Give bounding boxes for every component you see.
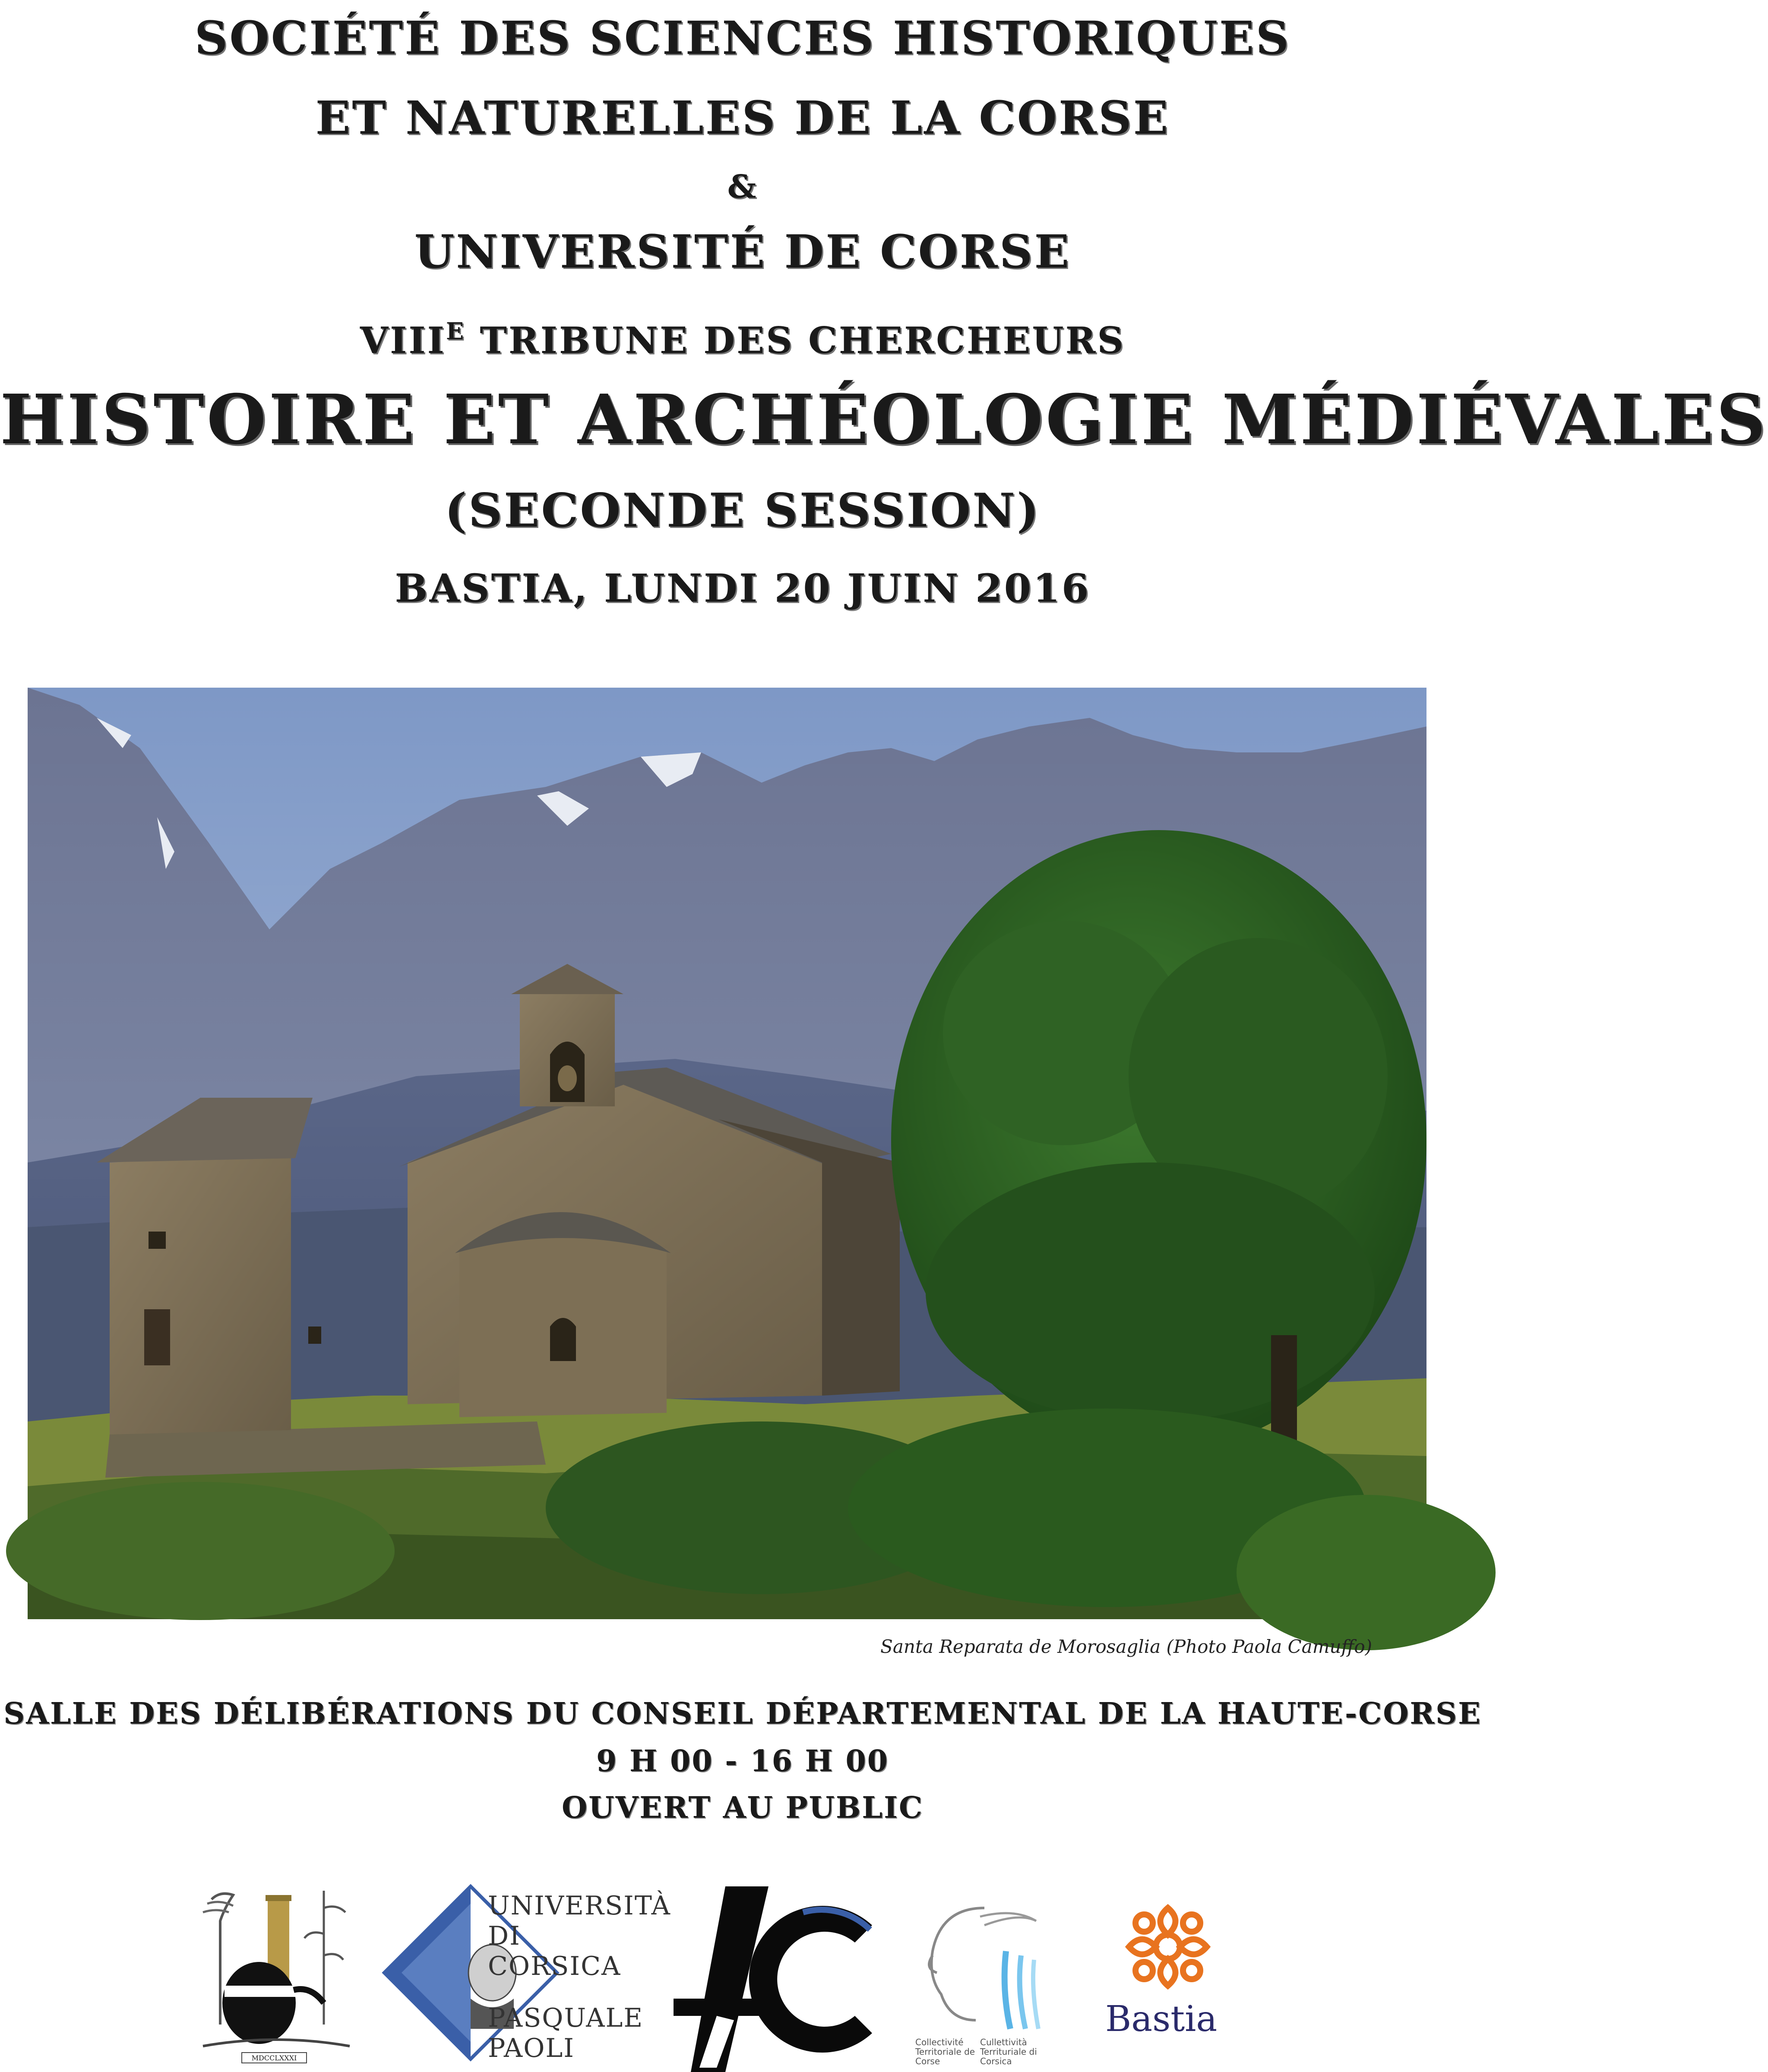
ctc-fr-line1: Collectivité: [915, 2037, 964, 2047]
session-subtitle: (SECONDE SESSION): [444, 483, 1041, 538]
header-line-1: SOCIÉTÉ DES SCIENCES HISTORIQUES: [194, 11, 1291, 65]
ctc-co-line1: Cullettività: [980, 2037, 1027, 2047]
seal-motto: MDCCLXXXI: [251, 2054, 297, 2062]
tribune-line: [0, 317, 1485, 362]
c-letter-icon: [749, 1906, 872, 2053]
university-name-line1: UNIVERSITÀ: [488, 1891, 671, 1921]
church-landscape-photo: [28, 688, 1426, 1619]
hours-line: 9 H 00 - 16 H 00: [596, 1744, 889, 1778]
ctc-text-corsican: [980, 2037, 1037, 2066]
event-date: BASTIA, LUNDI 20 JUIN 2016: [395, 565, 1091, 611]
university-logo: [384, 1886, 671, 2068]
university-name-line4: PAOLI: [488, 2033, 575, 2063]
bastia-wordmark: Bastia: [1105, 1999, 1218, 2040]
bastia-emblem-icon: [1129, 1908, 1207, 1986]
header-line-3: UNIVERSITÉ DE CORSE: [414, 224, 1071, 278]
ac-emblem-logo: [674, 1886, 885, 2072]
ctc-logo: [915, 1891, 1045, 2072]
society-logo: [194, 1882, 358, 2072]
university-name-line3: PASQUALE: [488, 2003, 644, 2033]
photo-caption: Santa Reparata de Morosaglia (Photo Paola Camuffo): [880, 1636, 1372, 1657]
tribune-roman: VIII: [360, 319, 446, 362]
access-line: OUVERT AU PUBLIC: [561, 1791, 924, 1825]
tribune-rest: TRIBUNE DES CHERCHEURS: [465, 319, 1126, 362]
bastia-logo: [1097, 1899, 1239, 2055]
header-line-2: ET NATURELLES DE LA CORSE: [315, 91, 1170, 145]
venue-line: SALLE DES DÉLIBÉRATIONS DU CONSEIL DÉPARTEMENTAL DE LA HAUTE-CORSE: [3, 1696, 1482, 1731]
header-ampersand: &: [727, 168, 758, 205]
ctc-fr-line2: Territoriale de: [915, 2047, 975, 2057]
ctc-co-line2: Territuriale di: [980, 2047, 1037, 2057]
moor-head-icon: [222, 1962, 296, 2044]
ctc-fr-line3: Corse: [915, 2056, 940, 2066]
profile-head-icon: [932, 1908, 985, 2020]
tribune-superscript: E: [446, 317, 466, 345]
ctc-co-line3: Corsica: [980, 2056, 1012, 2066]
main-title: HISTOIRE ET ARCHÉOLOGIE MÉDIÉVALES: [0, 380, 1768, 460]
university-name-line2: DI CORSICA: [488, 1921, 621, 1981]
ctc-text-french: [915, 2037, 975, 2066]
